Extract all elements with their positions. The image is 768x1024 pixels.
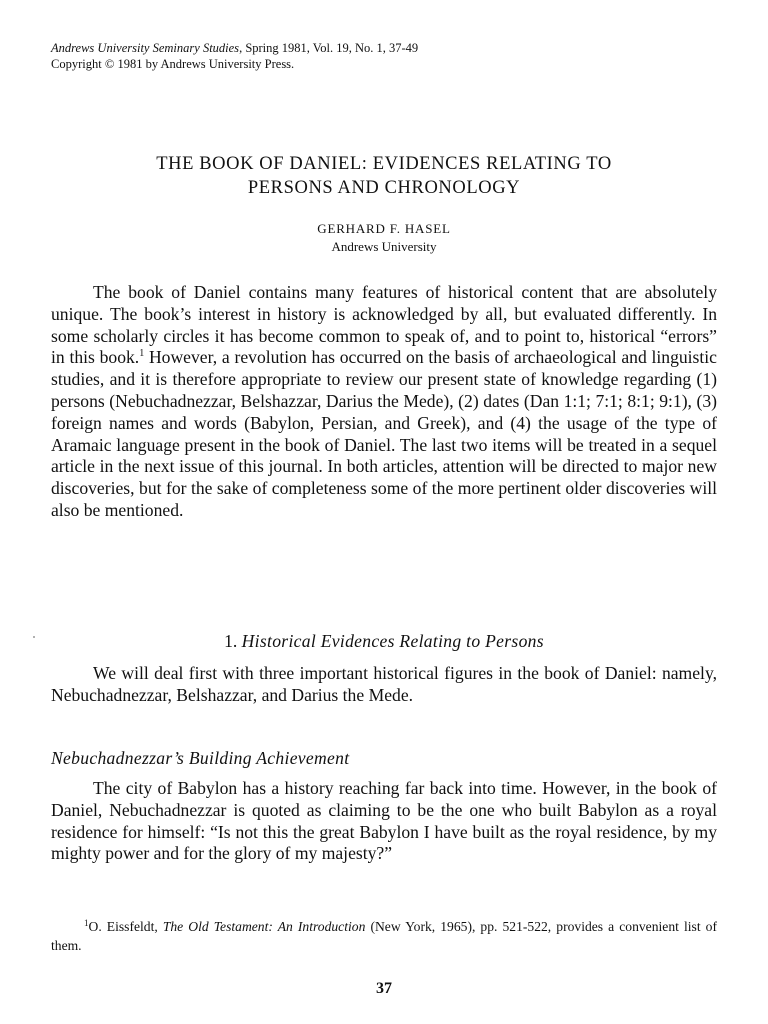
intro-text-part-2: However, a revolution has occurred on the basis of archaeological and linguistic studies, and it is therefore appropriate to review our present state of knowledge regarding (1) persons (Nebuchadnezzar, Belshazzar, Darius the Mede), (2) dates (Dan 1:1; 7:1; 8:1; 9:1), (3) foreign names and words (Babylon, Persian, and Greek), and (4) the usage of the type of Aramaic language present in the book of Daniel. The last two items will be treated in a sequel article in the next issue of this journal. In both articles, attention will be directed to major new discoveries, but for the sake of completeness some of the more pertinent older discoveries will also be mentioned. [51,347,717,520]
article-title [51,152,717,200]
footnote-1 [51,914,717,955]
persons-intro-text: We will deal first with three important historical figures in the book of Daniel: namely, Nebuchadnezzar, Belshazzar, and Darius the Mede. [51,663,717,705]
subsection-heading: Nebuchadnezzar’s Building Achievement [51,748,350,768]
footnote-author: O. Eissfeldt, [88,919,163,934]
babylon-text: The city of Babylon has a history reaching far back into time. However, in the book of Daniel, Nebuchadnezzar is quoted as claiming to be the one who built Babylon as a royal residence for himself: “Is not this the great Babylon I have built as the royal residence, by my mighty power and for the glory of my majesty?” [51,778,717,864]
author-affiliation: Andrews University [331,239,437,254]
footnote-rest: (New York, 1965), pp. 521-522, provides a convenient list of them. [51,919,717,953]
article-title-line-1: THE BOOK OF DANIEL: EVIDENCES RELATING TO [156,154,612,174]
persons-intro-paragraph [51,663,717,707]
section-heading-1 [51,630,717,652]
journal-name: Andrews University Seminary Studies [51,41,240,55]
footnote-reference-1[interactable]: 1 [139,348,145,360]
journal-citation [51,40,418,56]
scan-speck [33,636,35,638]
intro-paragraph [51,282,717,522]
page-number: 37 [376,980,392,997]
footnote-book-title: The Old Testament: An Introduction [162,919,366,934]
journal-header [51,40,418,72]
journal-details: , Spring 1981, Vol. 19, No. 1, 37-49 [239,41,419,55]
intro-text-part-1: The book of Daniel contains many features of historical content that are absolutely unique. The book’s interest in history is acknowledged by all, but evaluated differently. In some scholarly circles it has become common to speak of, and to point to, historical “errors” in this book. [51,282,717,368]
author-block [51,220,717,256]
footnote-marker: 1 [84,918,89,928]
author-name: GERHARD F. HASEL [317,221,451,236]
section-number: 1. [224,631,238,651]
copyright-line: Copyright © 1981 by Andrews University Press. [51,57,295,71]
babylon-paragraph [51,778,717,865]
section-title: Historical Evidences Relating to Persons [241,631,544,651]
article-title-line-2: PERSONS AND CHRONOLOGY [247,178,521,198]
